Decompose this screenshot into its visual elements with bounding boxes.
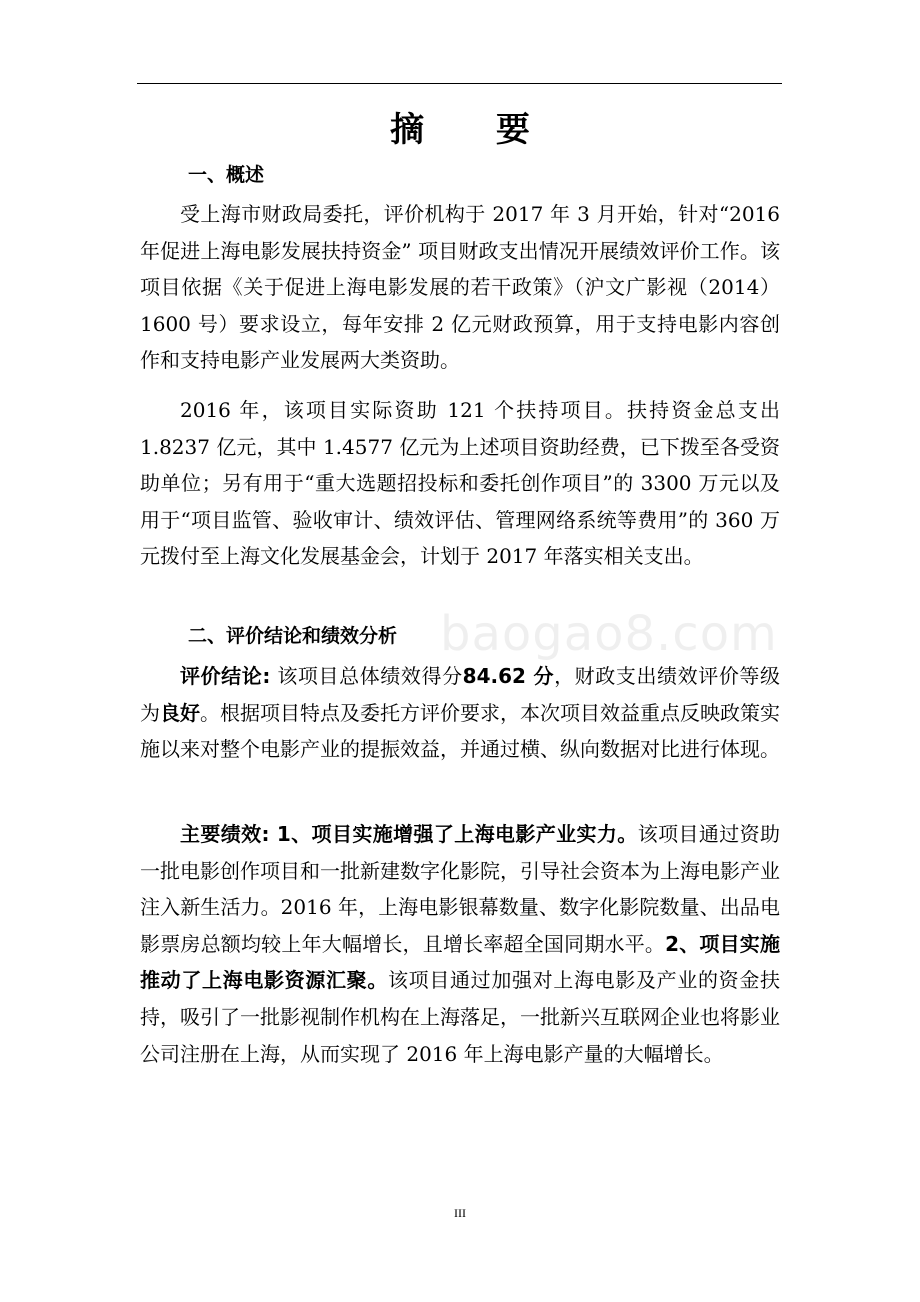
paragraph-conclusion	[140, 658, 780, 768]
header-rule	[137, 83, 782, 84]
page-number: III	[454, 1206, 466, 1220]
performance-text-1: 该项目通过资助一批电影创作项目和一批新建数字化影院，引导社会资本为上海电影产业注入新生活力。2016 年，上海电影银幕数量、数字化影院数量、出品电影票房总额均较上年大幅增长，且增长率超全国同期水平。	[140, 822, 780, 956]
section-heading-overview: 一、概述	[188, 164, 265, 186]
performance-text-2: 该项目通过加强对上海电影及产业的资金扶持，吸引了一批影视制作机构在上海落足，一批新兴互联网企业也将影业公司注册在上海，从而实现了 2016 年上海电影产量的大幅增长。	[140, 968, 780, 1066]
performance-label: 主要绩效: 1、项目实施增强了上海电影产业实力。	[180, 822, 638, 846]
section-heading-conclusion: 二、评价结论和绩效分析	[188, 625, 398, 647]
conclusion-text-3: 。根据项目特点及委托方评价要求，本次项目效益重点反映政策实施以来对整个电影产业的提振效益，并通过横、纵向数据对比进行体现。	[140, 700, 780, 762]
conclusion-text-2: ，财政支出绩效评价等级为	[140, 664, 781, 725]
paragraph-performance	[140, 816, 780, 1072]
score-value: 84.62 分	[462, 664, 555, 688]
page-title: 摘 要	[390, 110, 560, 150]
paragraph-funding: 2016 年，该项目实际资助 121 个扶持项目。扶持资金总支出 1.8237 亿元，其中 1.4577 亿元为上述项目资助经费，已下拨至各受资助单位；另有用于“重大选题招投标和委托创作项目”的 3300 万元以及用于“项目监管、验收审计、绩效评估、管理网络系统等费用”的 360 万元拨付至上海文化发展基金会，计划于 2017 年落实相关支出。	[140, 398, 780, 569]
watermark: baogao8.com	[440, 606, 778, 662]
conclusion-text-1: 该项目总体绩效得分	[270, 664, 463, 688]
performance-point-2: 2、项目实施推动了上海电影资源汇聚。	[140, 931, 781, 993]
grade-value: 良好	[160, 700, 200, 725]
conclusion-label: 评价结论:	[180, 664, 271, 688]
paragraph-overview: 受上海市财政局委托，评价机构于 2017 年 3 月开始，针对“2016 年促进上海电影发展扶持资金” 项目财政支出情况开展绩效评价工作。该项目依据《关于促进上海电影发展的若干政策》（沪文广影视（2014）1600 号）要求设立，每年安排 2 亿元财政预算，用于支持电影内容创作和支持电影产业发展两大类资助。	[140, 202, 780, 373]
